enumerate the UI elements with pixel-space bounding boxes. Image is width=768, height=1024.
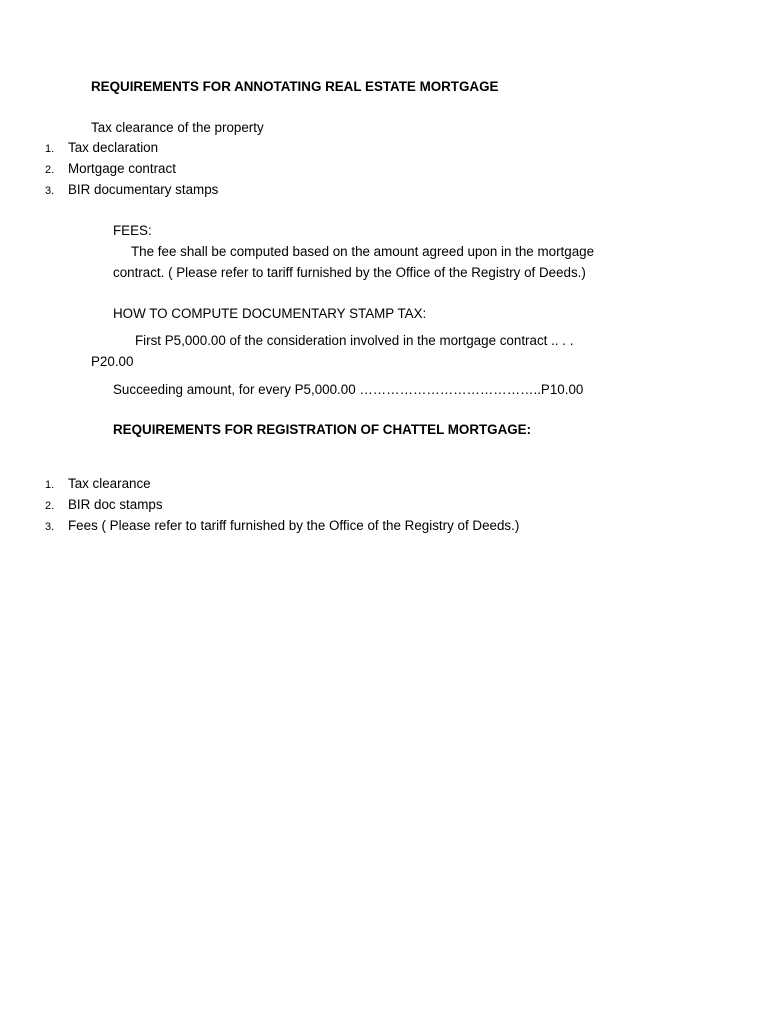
list-item-number: 1.: [45, 479, 55, 491]
list-item-text: BIR documentary stamps: [68, 182, 219, 197]
dst-first-amount: P20.00: [91, 354, 134, 369]
section1-intro: Tax clearance of the property: [91, 120, 264, 135]
list-item-text: Tax declaration: [68, 140, 159, 155]
dst-succeeding-line: Succeeding amount, for every P5,000.00 …………………………………..P10.00: [113, 382, 584, 397]
list-item-number: 1.: [45, 143, 55, 155]
section2-title: REQUIREMENTS FOR REGISTRATION OF CHATTEL MORTGAGE:: [113, 422, 532, 437]
list-item-number: 2.: [45, 500, 55, 512]
list-item-text: Fees ( Please refer to tariff furnished by the Office of the Registry of Deeds.): [68, 518, 520, 533]
fees-line-2: contract. ( Please refer to tariff furnished by the Office of the Registry of Deeds.): [113, 265, 586, 280]
fees-heading: FEES:: [113, 223, 152, 238]
list-item-text: BIR doc stamps: [68, 497, 163, 512]
dst-first-line: First P5,000.00 of the consideration involved in the mortgage contract .. . .: [135, 333, 574, 348]
list-item-number: 3.: [45, 185, 55, 197]
list-item-text: Mortgage contract: [68, 161, 176, 176]
list-item-text: Tax clearance: [68, 476, 151, 491]
list-item-number: 3.: [45, 521, 55, 533]
dst-heading: HOW TO COMPUTE DOCUMENTARY STAMP TAX:: [113, 306, 427, 321]
fees-line-1: The fee shall be computed based on the amount agreed upon in the mortgage: [131, 244, 595, 259]
list-item-number: 2.: [45, 164, 55, 176]
section1-title: REQUIREMENTS FOR ANNOTATING REAL ESTATE MORTGAGE: [91, 79, 499, 94]
